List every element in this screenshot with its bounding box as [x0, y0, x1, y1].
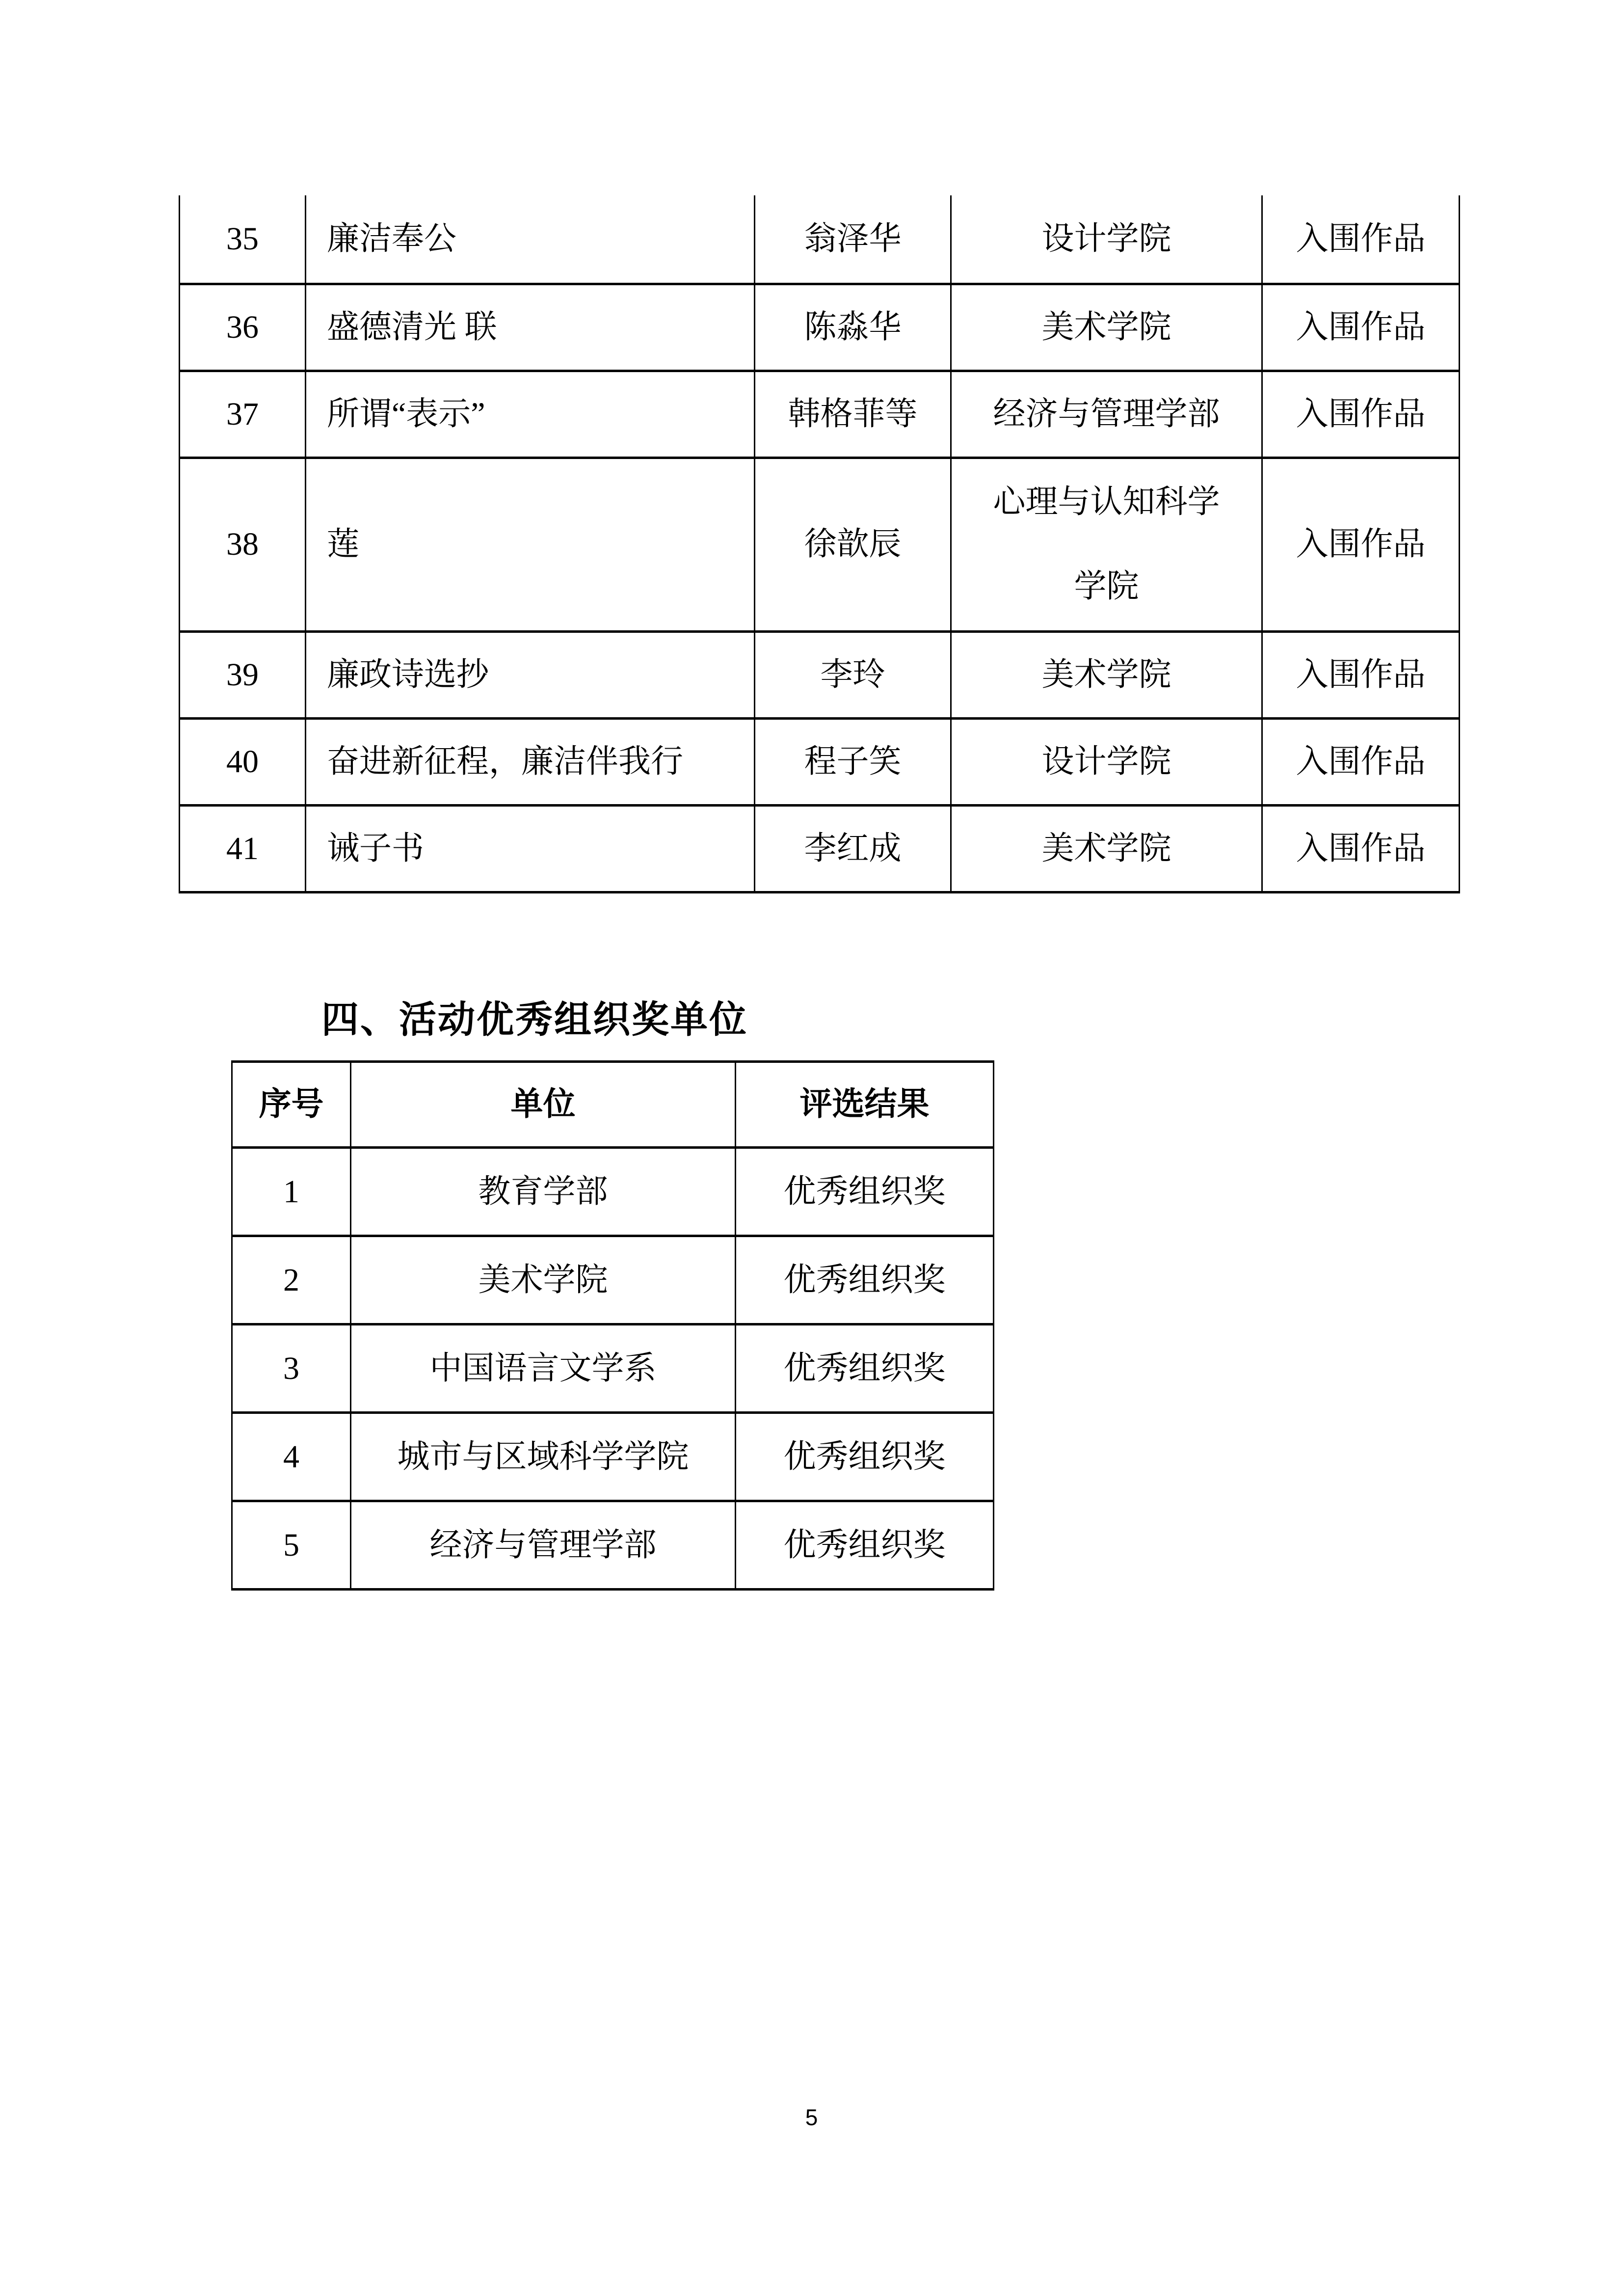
cell-no: 5: [232, 1501, 351, 1590]
page-number: 5: [805, 2105, 818, 2130]
cell-unit: 美术学院: [951, 284, 1262, 371]
table-row: [232, 1501, 994, 1590]
cell-no: 41: [180, 805, 306, 892]
table-row: [180, 718, 1460, 805]
cell-no: 39: [180, 631, 306, 718]
cell-no: 38: [180, 458, 306, 631]
table-row: [180, 458, 1460, 631]
table-header-row: [232, 1062, 994, 1148]
cell-unit: 美术学院: [951, 805, 1262, 892]
cell-no: 1: [232, 1148, 351, 1236]
cell-unit: 美术学院: [951, 631, 1262, 718]
cell-result: 入围作品: [1262, 284, 1460, 371]
cell-result: 优秀组织奖: [736, 1324, 994, 1413]
header-no: 序号: [232, 1062, 351, 1148]
cell-title: 奋进新征程，廉洁伴我行: [306, 718, 755, 805]
cell-no: 37: [180, 371, 306, 458]
cell-author: 程子笑: [755, 718, 951, 805]
header-result: 评选结果: [736, 1062, 994, 1148]
cell-unit: 设计学院: [951, 195, 1262, 284]
section-heading: 四、活动优秀组织奖单位: [321, 999, 748, 1041]
cell-no: 40: [180, 718, 306, 805]
cell-unit: [951, 458, 1262, 631]
cell-result: 入围作品: [1262, 458, 1460, 631]
cell-title: 盛德清光 联: [306, 284, 755, 371]
cell-unit-text: 心理与认知科学学院: [993, 484, 1220, 604]
cell-unit: 美术学院: [351, 1236, 736, 1324]
cell-no: 2: [232, 1236, 351, 1324]
cell-title: 诫子书: [306, 805, 755, 892]
table-row: [180, 631, 1460, 718]
table-row: [232, 1148, 994, 1236]
cell-author: 李玲: [755, 631, 951, 718]
award-table: [231, 1060, 994, 1591]
table-row: [232, 1413, 994, 1501]
cell-author: 韩格菲等: [755, 371, 951, 458]
table-row: [232, 1236, 994, 1324]
table-row: [232, 1324, 994, 1413]
cell-result: 入围作品: [1262, 718, 1460, 805]
table-row: [180, 371, 1460, 458]
cell-result: 入围作品: [1262, 371, 1460, 458]
cell-title: 所谓“表示”: [306, 371, 755, 458]
cell-no: 4: [232, 1413, 351, 1501]
cell-unit: 城市与区域科学学院: [351, 1413, 736, 1501]
cell-no: 3: [232, 1324, 351, 1413]
cell-unit: 经济与管理学部: [351, 1501, 736, 1590]
cell-author: 徐歆辰: [755, 458, 951, 631]
cell-title: 莲: [306, 458, 755, 631]
cell-result: 优秀组织奖: [736, 1236, 994, 1324]
cell-result: 入围作品: [1262, 631, 1460, 718]
table-row: [180, 805, 1460, 892]
table-row: [180, 195, 1460, 284]
cell-result: 入围作品: [1262, 805, 1460, 892]
shortlist-table: [179, 195, 1460, 893]
cell-unit: 经济与管理学部: [951, 371, 1262, 458]
cell-result: 优秀组织奖: [736, 1413, 994, 1501]
cell-result: 优秀组织奖: [736, 1148, 994, 1236]
cell-author: 李红成: [755, 805, 951, 892]
cell-title: 廉洁奉公: [306, 195, 755, 284]
cell-no: 35: [180, 195, 306, 284]
cell-unit: 设计学院: [951, 718, 1262, 805]
header-unit: 单位: [351, 1062, 736, 1148]
cell-author: 陈淼华: [755, 284, 951, 371]
cell-author: 翁泽华: [755, 195, 951, 284]
cell-no: 36: [180, 284, 306, 371]
cell-result: 优秀组织奖: [736, 1501, 994, 1590]
cell-title: 廉政诗选抄: [306, 631, 755, 718]
table-row: [180, 284, 1460, 371]
cell-unit: 教育学部: [351, 1148, 736, 1236]
cell-result: 入围作品: [1262, 195, 1460, 284]
cell-unit: 中国语言文学系: [351, 1324, 736, 1413]
